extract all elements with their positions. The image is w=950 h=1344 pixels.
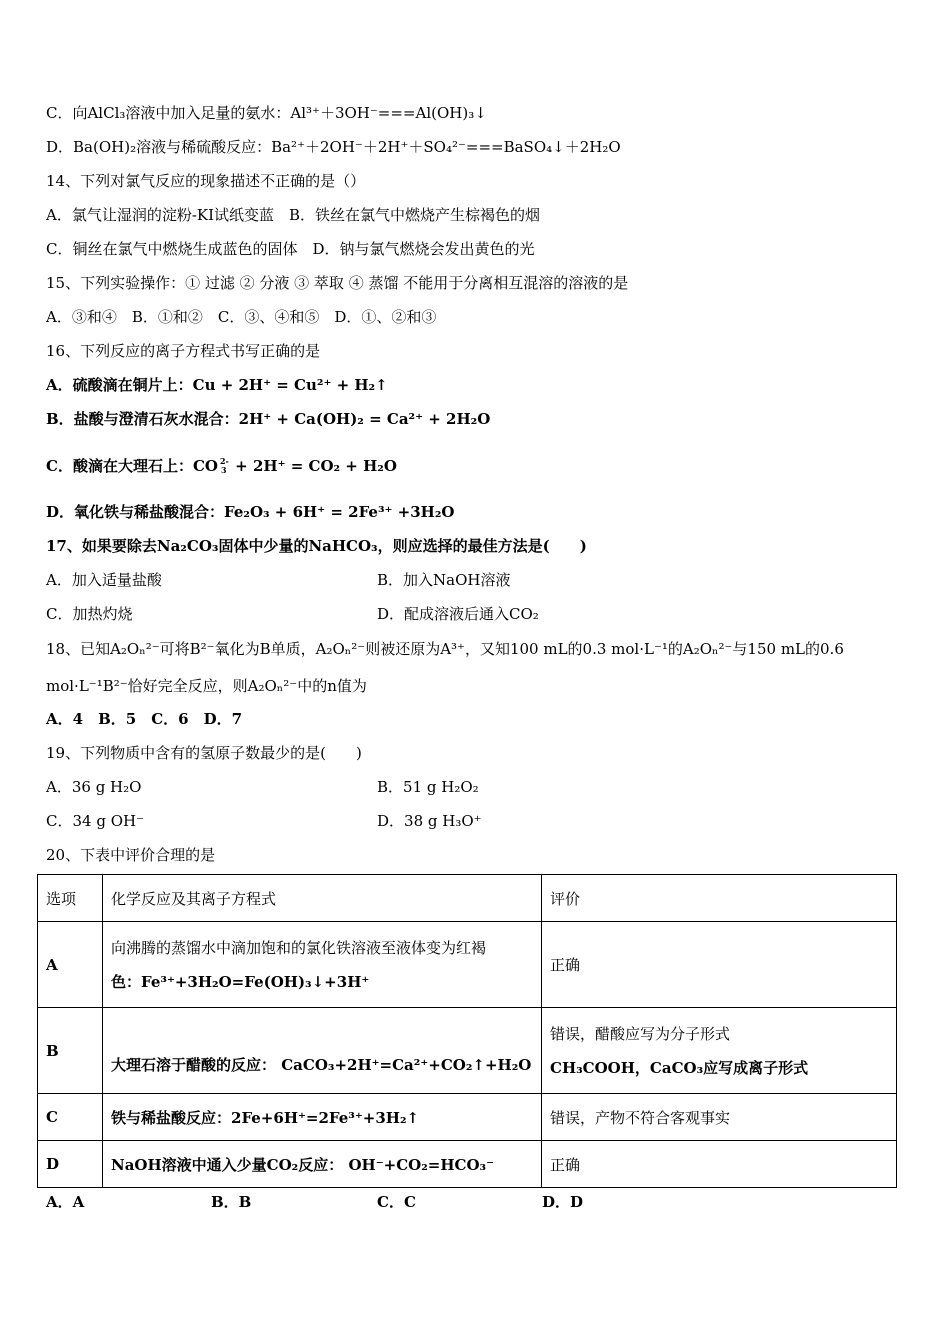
row-option: C [38, 1094, 103, 1141]
table-row [38, 1008, 897, 1094]
q18-stem-line1: 18、已知A₂Oₙ²⁻可将B²⁻氧化为B单质，A₂Oₙ²⁻则被还原为A³⁺，又知100 mL的0.3 mol·L⁻¹的A₂Oₙ²⁻与150 mL的0.6 [46, 640, 844, 658]
q19-stem: 19、下列物质中含有的氢原子数最少的是( ) [46, 744, 362, 762]
q17-option-a: A．加入适量盐酸 [46, 571, 162, 589]
q14-stem: 14、下列对氯气反应的现象描述不正确的是（） [46, 172, 366, 190]
header-option: 选项 [38, 875, 103, 922]
q20-answer-d: D．D [542, 1193, 584, 1211]
q20-answer-a: A．A [46, 1193, 85, 1211]
q14-options-ab: A．氯气让湿润的淀粉-KI试纸变蓝 B．铁丝在氯气中燃烧产生棕褐色的烟 [46, 206, 541, 224]
row-reaction [103, 1008, 542, 1094]
q15-stem: 15、下列实验操作：① 过滤 ② 分液 ③ 萃取 ④ 蒸馏 不能用于分离相互混溶的溶液的是 [46, 274, 629, 292]
row-option: D [38, 1141, 103, 1188]
row-reaction [103, 922, 542, 1008]
row-reaction-line2: 色：Fe³⁺+3H₂O=Fe(OH)₃↓+3H⁺ [111, 972, 370, 991]
q14-options-cd: C．铜丝在氯气中燃烧生成蓝色的固体 D．钠与氯气燃烧会发出黄色的光 [46, 240, 535, 258]
q17-stem: 17、如果要除去Na₂CO₃固体中少量的NaHCO₃，则应选择的最佳方法是( ) [46, 537, 587, 555]
q17-option-d: D．配成溶液后通入CO₂ [377, 605, 539, 623]
q19-option-a: A．36 g H₂O [46, 778, 142, 796]
q16-option-c [46, 456, 397, 476]
table-header-row [38, 875, 897, 922]
row-reaction-line2: 大理石溶于醋酸的反应： CaCO₃+2H⁺=Ca²⁺+CO₂↑+H₂O [111, 1056, 532, 1074]
table-row [38, 1094, 897, 1141]
row-evaluation: 正确 [542, 1141, 897, 1188]
q20-answer-c: C．C [377, 1193, 416, 1211]
row-evaluation-line2: CH₃COOH，CaCO₃应写成离子形式 [550, 1058, 809, 1077]
row-option: B [38, 1008, 103, 1094]
row-evaluation: 错误，产物不符合客观事实 [542, 1094, 897, 1141]
q16-option-c-tail: + 2H⁺ = CO₂ + H₂O [229, 457, 397, 475]
row-evaluation [542, 1008, 897, 1094]
q20-stem: 20、下表中评价合理的是 [46, 846, 216, 864]
q16-option-c-head: C．酸滴在大理石上：CO [46, 457, 218, 475]
q19-option-d: D．38 g H₃O⁺ [377, 812, 482, 830]
q15-options: A．③和④ B．①和② C．③、④和⑤ D．①、②和③ [46, 308, 437, 326]
q17-option-c: C．加热灼烧 [46, 605, 133, 623]
row-reaction-line1: 向沸腾的蒸馏水中滴加饱和的氯化铁溶液至液体变为红褐 [111, 938, 487, 957]
table-row [38, 922, 897, 1008]
row-reaction: NaOH溶液中通入少量CO₂反应： OH⁻+CO₂=HCO₃⁻ [103, 1141, 542, 1188]
q13-option-d: D．Ba(OH)₂溶液与稀硫酸反应：Ba²⁺＋2OH⁻＋2H⁺＋SO₄²⁻===BaSO₄↓＋2H₂O [46, 138, 621, 156]
q13-option-c: C．向AlCl₃溶液中加入足量的氨水：Al³⁺＋3OH⁻===Al(OH)₃↓ [46, 104, 487, 122]
q16-stem: 16、下列反应的离子方程式书写正确的是 [46, 342, 321, 360]
q19-option-c: C．34 g OH⁻ [46, 812, 144, 830]
header-evaluation: 评价 [542, 875, 897, 922]
q18-options: A．4 B．5 C．6 D．7 [46, 710, 243, 728]
q16-option-a: A．硫酸滴在铜片上：Cu + 2H⁺ = Cu²⁺ + H₂↑ [46, 376, 388, 394]
table-row [38, 1141, 897, 1188]
row-reaction: 铁与稀盐酸反应：2Fe+6H⁺=2Fe³⁺+3H₂↑ [103, 1094, 542, 1141]
q19-option-b: B．51 g H₂O₂ [377, 778, 479, 796]
carbonate-subscript: 3 [220, 465, 227, 475]
row-evaluation: 正确 [542, 922, 897, 1008]
carbonate-charge: 2- [219, 456, 229, 466]
q16-option-b: B．盐酸与澄清石灰水混合：2H⁺ + Ca(OH)₂ = Ca²⁺ + 2H₂O [46, 410, 491, 428]
q20-answer-b: B．B [211, 1193, 252, 1211]
row-evaluation-line1: 错误，醋酸应写为分子形式 [550, 1024, 731, 1043]
q16-option-d: D．氧化铁与稀盐酸混合：Fe₂O₃ + 6H⁺ = 2Fe³⁺ +3H₂O [46, 503, 455, 521]
evaluation-table [37, 874, 897, 1188]
header-reaction: 化学反应及其离子方程式 [103, 875, 542, 922]
row-option: A [38, 922, 103, 1008]
q17-option-b: B．加入NaOH溶液 [377, 571, 511, 589]
q18-stem-line2: mol·L⁻¹B²⁻恰好完全反应，则A₂Oₙ²⁻中的n值为 [46, 677, 367, 695]
